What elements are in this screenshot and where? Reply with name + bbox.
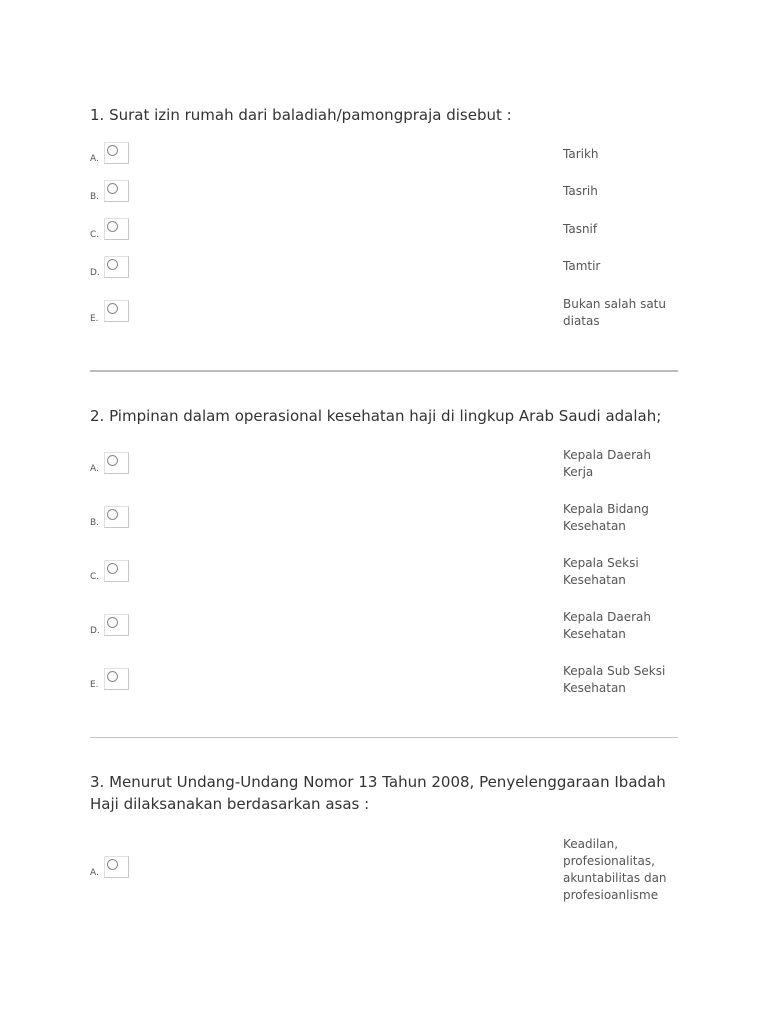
radio-circle-icon (107, 671, 118, 682)
radio-circle-icon (107, 183, 118, 194)
option-letter: A. (90, 464, 99, 474)
option-letter: E. (90, 680, 99, 690)
option-text: Tasrih (563, 184, 598, 198)
option-letter: C. (90, 572, 100, 582)
radio-button[interactable] (104, 668, 129, 690)
question-1-text: 1. Surat izin rumah dari baladiah/pamongpraja disebut : (90, 106, 512, 124)
radio-circle-icon (107, 617, 118, 628)
option-text: Kepala Sub Seksi Kesehatan (563, 664, 666, 695)
question-2-text: 2. Pimpinan dalam operasional kesehatan haji di lingkup Arab Saudi adalah; (90, 407, 662, 425)
radio-circle-icon (107, 145, 118, 156)
radio-button[interactable] (104, 180, 129, 202)
radio-circle-icon (107, 509, 118, 520)
radio-circle-icon (107, 859, 118, 870)
option-text: Kepala Daerah Kesehatan (563, 610, 651, 641)
radio-circle-icon (107, 303, 118, 314)
option-text: Kepala Seksi Kesehatan (563, 556, 639, 587)
radio-button[interactable] (104, 560, 129, 582)
option-letter: D. (90, 268, 100, 278)
radio-button[interactable] (104, 614, 129, 636)
option-letter: C. (90, 230, 100, 240)
option-letter: B. (90, 192, 100, 202)
radio-circle-icon (107, 455, 118, 466)
radio-circle-icon (107, 259, 118, 270)
option-text: Kepala Daerah Kerja (563, 448, 651, 479)
radio-button[interactable] (104, 142, 129, 164)
option-letter: E. (90, 314, 99, 324)
option-letter: A. (90, 868, 99, 878)
option-letter: B. (90, 518, 100, 528)
option-letter: A. (90, 154, 99, 164)
radio-button[interactable] (104, 300, 129, 322)
question-3 (90, 771, 680, 902)
question-3-text: 3. Menurut Undang-Undang Nomor 13 Tahun 2008, Penyelenggaraan Ibadah Haji dilaksanakan berdasarkan asas : (90, 773, 666, 813)
radio-circle-icon (107, 221, 118, 232)
option-text: Bukan salah satu diatas (563, 297, 666, 328)
option-text: Tamtir (563, 259, 601, 273)
question-divider (90, 737, 678, 738)
option-text: Keadilan, profesionalitas, akuntabilitas dan profesioanlisme (563, 837, 667, 902)
radio-button[interactable] (104, 256, 129, 278)
question-1 (90, 104, 680, 328)
radio-button[interactable] (104, 218, 129, 240)
option-letter: D. (90, 626, 100, 636)
radio-circle-icon (107, 563, 118, 574)
option-text: Kepala Bidang Kesehatan (563, 502, 649, 533)
radio-button[interactable] (104, 856, 129, 878)
radio-button[interactable] (104, 452, 129, 474)
option-text: Tasnif (563, 222, 598, 236)
question-2 (90, 405, 680, 695)
radio-button[interactable] (104, 506, 129, 528)
question-divider (90, 370, 678, 372)
option-text: Tarikh (563, 147, 599, 161)
